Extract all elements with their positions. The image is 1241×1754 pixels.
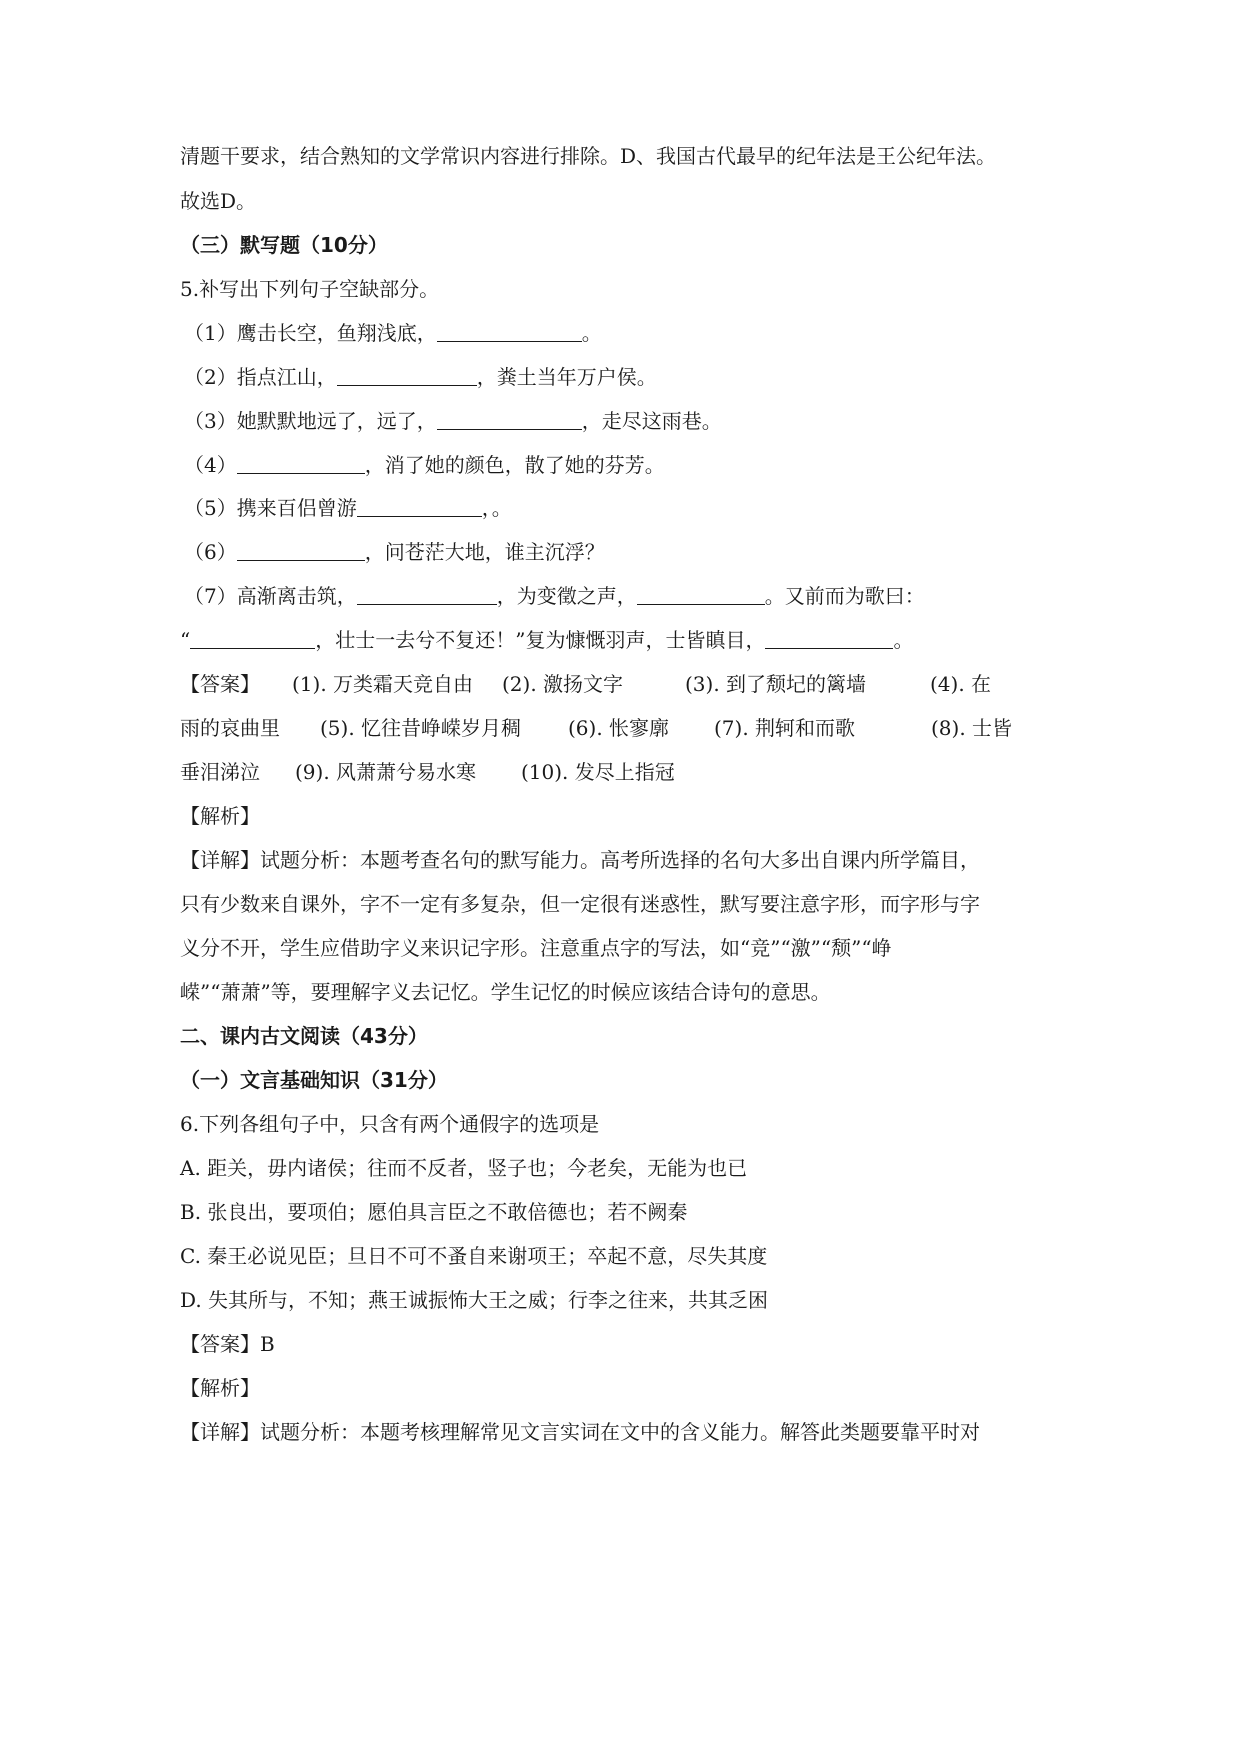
item-text: （7）高渐离击筑， (184, 584, 357, 608)
item-text: ，走尽这雨巷。 (581, 409, 722, 433)
answer-blank (190, 628, 315, 649)
analysis-label: 【解析】 (180, 1376, 260, 1400)
fill-item-7-continued (180, 627, 1070, 653)
answer-blank (237, 540, 365, 561)
answer-line (180, 1331, 1070, 1357)
detail-label: 【详解】 (180, 848, 260, 872)
analysis-label: 【解析】 (180, 804, 260, 828)
item-text: （4） (184, 453, 237, 477)
answer-blank (357, 584, 497, 605)
item-text: ，为变徵之声， (496, 584, 637, 608)
section-heading: （一）文言基础知识（31分） (180, 1068, 448, 1092)
option-b: B. 张良出，要项伯；愿伯具言臣之不敢倍德也；若不阙秦 (180, 1200, 688, 1224)
answer-line (180, 671, 1070, 697)
option-c: C. 秦王必说见臣；旦日不可不蚤自来谢项王；卒起不意，尽失其度 (180, 1244, 768, 1268)
answer-item: (4). 在 (930, 672, 992, 696)
fill-item-4 (184, 452, 1074, 478)
option-d: D. 失其所与，不知；燕王诚振怖大王之威；行李之往来，共其乏困 (180, 1288, 769, 1312)
detail-paragraph-line: 只有少数来自课外，字不一定有多复杂，但一定很有迷惑性，默写要注意字形，而字形与字 (180, 892, 980, 916)
item-text: （2）指点江山， (184, 365, 337, 389)
answer-label: 【答案】 (180, 1332, 260, 1356)
item-text: 。 (581, 321, 602, 345)
item-text: ，壮士一去兮不复还！”复为慷慨羽声，士皆瞋目， (315, 628, 766, 652)
detail-label: 【详解】 (180, 1420, 260, 1444)
answer-blank (637, 584, 765, 605)
detail-text: 试题分析：本题考核理解常见文言实词在文中的含义能力。解答此类题要靠平时对 (260, 1420, 980, 1444)
part-heading: 二、课内古文阅读（43分） (180, 1024, 428, 1048)
answer-item: (10). 发尽上指冠 (521, 760, 675, 784)
answer-blank (357, 496, 482, 517)
fill-item-1 (184, 320, 1074, 346)
detail-paragraph-line: 嵘”“萧萧”等，要理解字义去记忆。学生记忆的时候应该结合诗句的意思。 (180, 980, 831, 1004)
answer-item: (7). 荆轲和而歌 (714, 716, 856, 740)
item-text: （3）她默默地远了，远了， (184, 409, 437, 433)
fill-item-6 (184, 539, 1074, 565)
answer-label: 【答案】 (180, 672, 260, 696)
item-text: ，消了她的颜色，散了她的芬芳。 (364, 453, 665, 477)
fill-item-3 (184, 408, 1074, 434)
item-text: ，问苍茫大地，谁主沉浮？ (364, 540, 605, 564)
answer-blank (337, 365, 477, 386)
answer-blank (765, 628, 893, 649)
answer-item: (6). 怅寥廓 (568, 716, 670, 740)
item-text: （1）鹰击长空，鱼翔浅底， (184, 321, 437, 345)
answer-blank (237, 453, 365, 474)
fill-item-7 (184, 583, 1074, 609)
item-text: ，粪土当年万户侯。 (476, 365, 657, 389)
item-text: “ (180, 628, 191, 652)
item-text: 。又前而为歌曰： (764, 584, 925, 608)
answer-item: (5). 忆往昔峥嵘岁月稠 (320, 716, 522, 740)
answer-item: (3). 到了颓圮的篱墙 (685, 672, 867, 696)
answer-item: (1). 万类霜天竞自由 (292, 672, 474, 696)
paragraph-line: 故选D。 (180, 189, 257, 213)
answer-line (180, 759, 1070, 785)
section-heading: （三）默写题（10分） (180, 233, 388, 257)
item-text: 。 (893, 628, 914, 652)
answer-value: B (260, 1332, 275, 1356)
question-stem: 5.补写出下列句子空缺部分。 (180, 277, 440, 301)
option-a: A. 距关，毋内诸侯；往而不反者，竖子也；今老矣，无能为也已 (180, 1156, 748, 1180)
detail-paragraph-line: 义分不开，学生应借助字义来识记字形。注意重点字的写法，如“竞”“激”“颓”“峥 (180, 936, 892, 960)
fill-item-2 (184, 364, 1074, 390)
answer-item: (8). 士皆 (931, 716, 1013, 740)
paragraph-line: 清题干要求，结合熟知的文学常识内容进行排除。D、我国古代最早的纪年法是王公纪年法。 (180, 144, 997, 168)
answer-item: 垂泪涕泣 (180, 760, 260, 784)
question-stem: 6.下列各组句子中，只含有两个通假字的选项是 (180, 1112, 600, 1136)
item-text: （5）携来百侣曾游 (184, 496, 357, 520)
detail-paragraph-line (180, 1419, 1070, 1445)
answer-blank (437, 321, 582, 342)
detail-text: 试题分析：本题考查名句的默写能力。高考所选择的名句大多出自课内所学篇目， (260, 848, 980, 872)
fill-item-5 (184, 495, 1074, 521)
item-text: （6） (184, 540, 237, 564)
answer-item: (9). 风萧萧兮易水寒 (295, 760, 477, 784)
answer-blank (437, 409, 582, 430)
detail-paragraph-line (180, 847, 1070, 873)
answer-item: (2). 激扬文字 (502, 672, 624, 696)
answer-item: 雨的哀曲里 (180, 716, 280, 740)
item-text: ，。 (481, 496, 512, 520)
answer-line (180, 715, 1070, 741)
